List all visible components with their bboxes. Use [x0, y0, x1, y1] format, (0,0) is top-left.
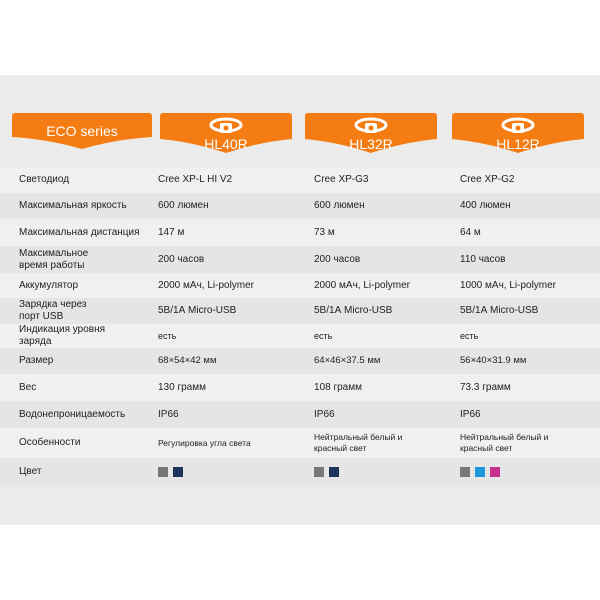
product-header-hl32r: [305, 113, 437, 152]
value-hl40r: Регулировка угла света: [158, 437, 251, 448]
product-name: HL12R: [496, 136, 540, 152]
value-hl40r: 68×54×42 мм: [158, 355, 217, 366]
value-hl40r: 200 часов: [158, 253, 205, 265]
row-label: Аккумулятор: [19, 279, 79, 291]
eco-series-header: [12, 113, 152, 149]
table-row: [0, 348, 600, 374]
row-label: Светодиод: [19, 174, 70, 185]
value-hl32r: 200 часов: [314, 253, 361, 265]
row-label: Водонепроницаемость: [19, 408, 126, 420]
row-label: Максимальная дистанция: [19, 226, 140, 238]
product-name: HL40R: [204, 136, 248, 152]
value-hl32r: 64×46×37.5 мм: [314, 355, 381, 366]
color-swatch-gray[interactable]: [158, 467, 168, 477]
value-hl40r: есть: [158, 331, 177, 341]
value-hl32r: 2000 мАч, Li-polymer: [314, 279, 411, 291]
row-label: Цвет: [19, 465, 42, 477]
value-hl32r: 108 грамм: [314, 381, 362, 393]
product-name: HL32R: [349, 136, 393, 152]
value-hl32r: есть: [314, 331, 333, 341]
product-header-hl40r: [160, 113, 292, 152]
swatches-hl32r: [314, 458, 454, 485]
value-hl12r: 56×40×31.9 мм: [460, 355, 527, 366]
value-hl12r: 64 м: [460, 226, 481, 238]
color-swatch-navy[interactable]: [329, 467, 339, 477]
value-hl12r: Нейтральный белый и красный свет: [460, 432, 549, 453]
table-row: [0, 273, 600, 298]
table-row: [0, 298, 600, 324]
table-row: [0, 219, 600, 246]
table-row: [0, 401, 600, 428]
value-hl12r: 1000 мАч, Li-polymer: [460, 279, 557, 291]
value-hl12r: 400 люмен: [460, 200, 511, 211]
row-label: Размер: [19, 355, 54, 366]
value-hl12r: есть: [460, 331, 479, 341]
value-hl40r: 130 грамм: [158, 381, 206, 393]
value-hl40r: 600 люмен: [158, 200, 209, 211]
row-label: Максимальное время работы: [19, 247, 89, 271]
table-row: [0, 167, 600, 193]
value-hl40r: 2000 мАч, Li-polymer: [158, 279, 255, 291]
color-swatch-navy[interactable]: [173, 467, 183, 477]
product-header-hl12r: [452, 113, 584, 152]
value-hl40r: IP66: [158, 408, 179, 420]
swatches-hl40r: [158, 458, 308, 485]
table-row: [0, 458, 600, 485]
value-hl32r: 5В/1А Micro-USB: [314, 305, 393, 316]
value-hl32r: IP66: [314, 408, 335, 420]
table-row: [0, 246, 600, 273]
row-label: Зарядка через порт USB: [19, 299, 87, 322]
table-row: [0, 193, 600, 219]
color-swatch-magenta[interactable]: [490, 467, 500, 477]
value-hl40r: 5В/1А Micro-USB: [158, 305, 237, 316]
value-hl12r: IP66: [460, 408, 481, 420]
table-row: [0, 374, 600, 401]
swatches-hl12r: [460, 458, 600, 485]
value-hl12r: 73.3 грамм: [460, 381, 511, 393]
value-hl32r: Cree XP-G3: [314, 174, 369, 185]
color-swatch-gray[interactable]: [314, 467, 324, 477]
series-label: ECO series: [46, 123, 118, 139]
row-label: Особенности: [19, 437, 81, 448]
headlamp-icon: [354, 117, 388, 135]
value-hl12r: 110 часов: [460, 253, 506, 265]
color-swatch-gray[interactable]: [460, 467, 470, 477]
row-label: Вес: [19, 381, 37, 393]
headlamp-icon: [209, 117, 243, 135]
value-hl32r: 600 люмен: [314, 200, 365, 211]
value-hl32r: Нейтральный белый и красный свет: [314, 432, 403, 453]
headlamp-icon: [501, 117, 535, 135]
value-hl32r: 73 м: [314, 226, 335, 238]
value-hl12r: 5В/1А Micro-USB: [460, 305, 539, 316]
value-hl12r: Cree XP-G2: [460, 174, 515, 185]
table-row: [0, 324, 600, 348]
value-hl40r: 147 м: [158, 226, 185, 238]
row-label: Индикация уровня заряда: [19, 324, 106, 347]
row-label: Максимальная яркость: [19, 200, 127, 211]
spec-table: [0, 167, 600, 485]
value-hl40r: Cree XP-L HI V2: [158, 174, 233, 185]
table-row: [0, 428, 600, 458]
color-swatch-blue[interactable]: [475, 467, 485, 477]
